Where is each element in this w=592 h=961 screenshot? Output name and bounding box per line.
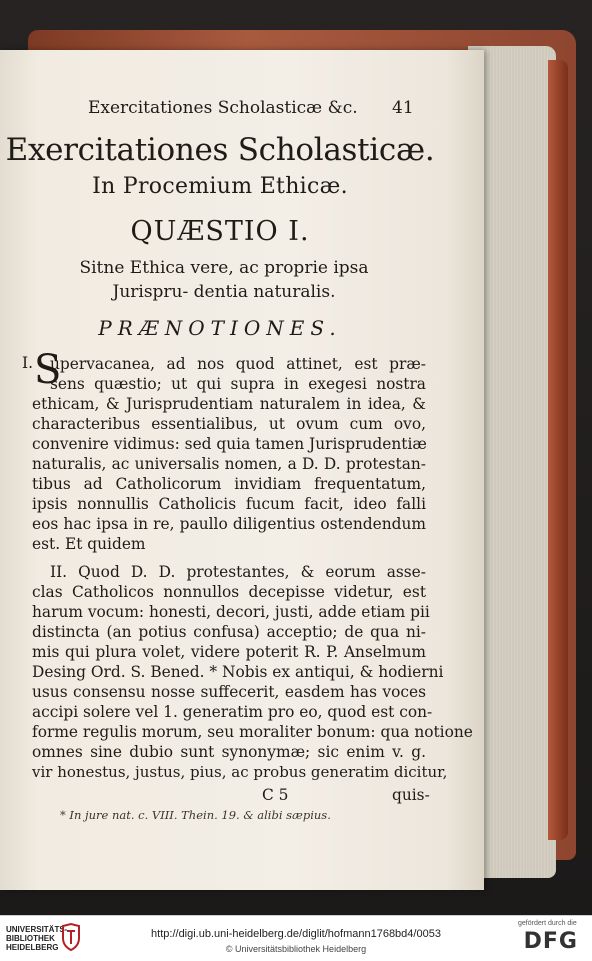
text-line: forme regulis morum, seu moraliter bonum: qua notione: [32, 723, 473, 741]
red-edge: [548, 60, 568, 840]
text-line: harum vocum: honesti, decori, justi, adde etiam pii: [32, 603, 430, 621]
book-page: [0, 50, 484, 890]
paragraph-number: I.: [22, 354, 33, 372]
catchword: quis-: [392, 786, 430, 804]
question-heading: QUÆSTIO I.: [130, 216, 310, 247]
dfg-logo: DFG: [523, 929, 578, 954]
running-head: Exercitationes Scholasticæ &c.: [88, 98, 358, 118]
university-library-logo: UNIVERSITÄTS-BIBLIOTHEK HEIDELBERG: [6, 925, 68, 952]
text-line: ethicam, & Jurisprudentiam naturalem in idea, &: [32, 395, 426, 413]
text-line: II. Quod D. D. protestantes, & eorum asse-: [50, 563, 426, 581]
text-line: tibus ad Catholicorum invidiam frequentatum,: [32, 475, 426, 493]
subtitle: In Procemium Ethicæ.: [92, 174, 348, 199]
text-line: sens quæstio; ut qui supra in exegesi nostra: [50, 375, 426, 393]
text-line: mis qui plura volet, videre poterit R. P. Anselmum: [32, 643, 426, 661]
text-line: Desing Ord. S. Bened. * Nobis ex antiqui, & hodierni: [32, 663, 444, 681]
text-line: usus consensu nosse suffecerit, easdem has voces: [32, 683, 426, 701]
permalink[interactable]: http://digi.ub.uni-heidelberg.de/diglit/hofmann1768bd4/0053: [151, 928, 441, 940]
text-line: vir honestus, justus, pius, ac probus generatim dicitur,: [32, 763, 448, 781]
signature-mark: C 5: [262, 786, 289, 804]
page-title: Exercitationes Scholasticæ.: [5, 132, 435, 168]
question-text: Sitne Ethica vere, ac proprie ipsa Jurispru- dentia naturalis.: [79, 258, 369, 302]
text-line: naturalis, ac universalis nomen, a D. D. protestan-: [32, 455, 426, 473]
text-line: clas Catholicos nonnullos decepisse videtur, est: [32, 583, 426, 601]
text-line: characteribus essentialibus, ut ovum cum ovo,: [32, 415, 426, 433]
section-heading: PRÆNOTIONES.: [98, 316, 342, 340]
text-line: convenire vidimus: sed quia tamen Jurisprudentiæ: [32, 435, 427, 453]
funder-note: gefördert durch die: [518, 920, 577, 927]
text-line: accipi solere vel 1. generatim pro eo, quod est con-: [32, 703, 433, 721]
copyright-notice: © Universitätsbibliothek Heidelberg: [225, 944, 367, 954]
footnote: * In jure nat. c. VIII. Thein. 19. & alibi sæpius.: [60, 808, 331, 822]
drop-cap: S: [34, 347, 62, 393]
text-line: upervacanea, ad nos quod attinet, est præ-: [50, 355, 426, 373]
text-line: est. Et quidem: [32, 535, 146, 553]
text-line: omnes sine dubio sunt synonymæ; sic enim v. g.: [32, 743, 426, 761]
text-line: distincta (an potius confusa) acceptio; de qua ni-: [32, 623, 426, 641]
viewer-footer: [0, 915, 592, 961]
text-line: eos hac ipsa in re, paullo diligentius ostendendum: [32, 515, 426, 533]
text-line: ipsis nonnullis Catholicis fucum facit, ideo falli: [32, 495, 426, 513]
page-number: 41: [392, 98, 414, 118]
